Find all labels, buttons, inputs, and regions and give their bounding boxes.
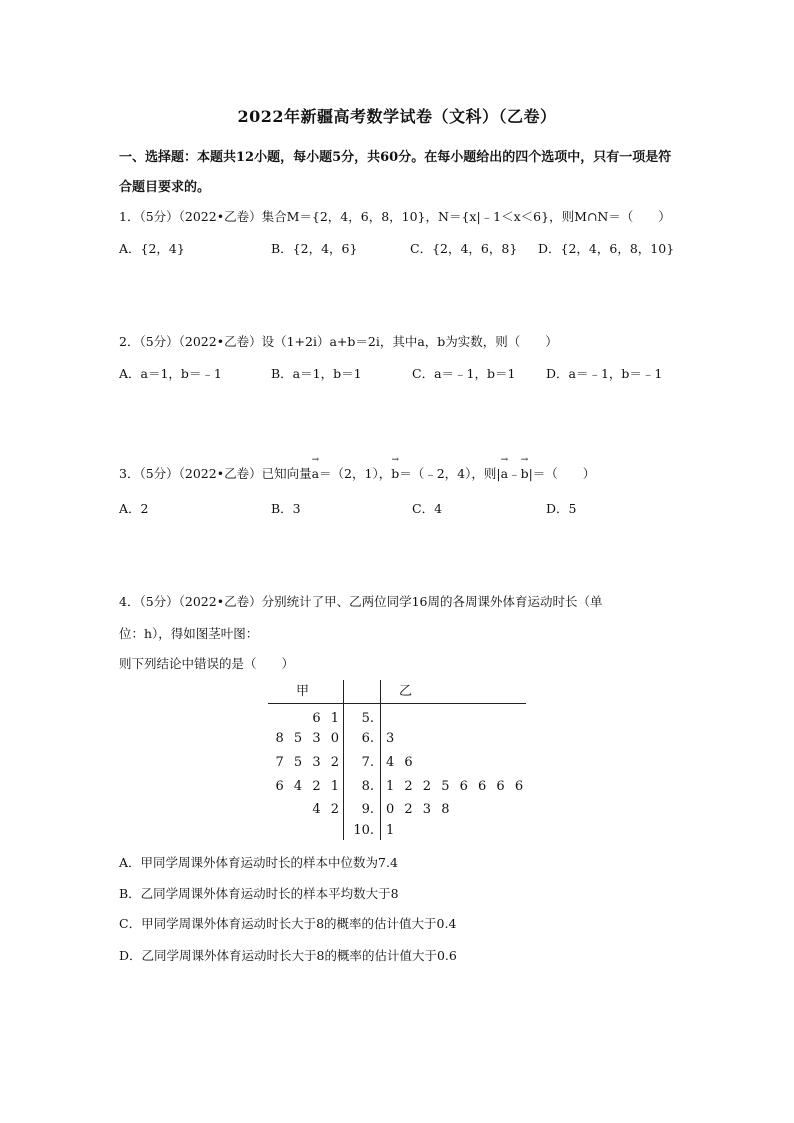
question-4-stem-line1: 4．（5分）（2022•乙卷）分别统计了甲、乙两位同学16周的各周课外体育运动时长（单 <box>119 594 603 609</box>
stem-leaf-row-right: 0 2 3 8 <box>386 802 453 817</box>
question-3-option-c: C．4 <box>412 501 443 516</box>
question-3-stem <box>119 464 595 482</box>
stem-leaf-row-left: 4 2 <box>312 802 342 817</box>
vector-a: → a <box>312 466 319 481</box>
stem-leaf-header-right: 乙 <box>399 684 413 699</box>
page-title: 2022年新疆高考数学试卷（文科）（乙卷） <box>237 107 557 126</box>
stem-leaf-row-right: 1 2 2 5 6 6 6 6 <box>386 779 527 794</box>
stem-leaf-row-stem: 5. <box>361 711 374 726</box>
question-4-option-c: C．甲同学周课外体育运动时长大于8的概率的估计值大于0.4 <box>119 916 457 931</box>
stem-leaf-row-left: 8 5 3 0 <box>275 731 342 746</box>
question-1-option-b: B．{2，4，6} <box>271 241 358 256</box>
question-2-option-c: C．a＝﹣1，b＝1 <box>412 366 516 381</box>
question-2-option-a: A．a＝1，b＝﹣1 <box>119 366 222 381</box>
stem-leaf-row-right: 1 <box>386 823 398 838</box>
stem-leaf-row-right: 3 <box>386 731 398 746</box>
question-4-stem-line3: 则下列结论中错误的是（ ） <box>119 656 295 671</box>
stem-leaf-row-left: 7 5 3 2 <box>275 755 342 770</box>
vector-a-abs: → a <box>501 466 508 481</box>
section-heading: 一、选择题：本题共12小题，每小题5分，共60分。在每小题给出的四个选项中，只有一项是符合题目要求的。 <box>119 150 672 195</box>
stem-leaf-divider-right <box>380 680 381 840</box>
question-3-stem-pre: 3．（5分）（2022•乙卷）已知向量 <box>119 466 312 481</box>
stem-leaf-row-left: 6 1 <box>312 711 342 726</box>
question-3-stem-mid1: ＝（2，1）， <box>319 466 392 481</box>
question-3-stem-end: |＝（ ） <box>528 466 596 481</box>
stem-leaf-row-stem: 8. <box>361 779 374 794</box>
question-1-option-c: C．{2，4，6，8} <box>410 241 518 256</box>
stem-leaf-header-left: 甲 <box>296 684 310 699</box>
question-3-option-d: D．5 <box>546 501 577 516</box>
question-1-stem: 1．（5分）（2022•乙卷）集合M＝{2，4，6，8，10}，N＝{x|﹣1＜x＜6}，则M∩N＝（ ） <box>119 209 671 224</box>
question-2-stem: 2．（5分）（2022•乙卷）设（1+2i）a+b＝2i，其中a，b为实数，则（ ） <box>119 334 558 349</box>
stem-leaf-row-stem: 10. <box>353 823 374 838</box>
stem-leaf-row-stem: 9. <box>361 802 374 817</box>
stem-leaf-header-divider <box>268 703 526 704</box>
minus-sign: ﹣ <box>508 466 521 481</box>
question-4-option-a: A．甲同学周课外体育运动时长的样本中位数为7.4 <box>119 855 398 870</box>
stem-leaf-row-left: 6 4 2 1 <box>275 779 342 794</box>
question-3-option-a: A．2 <box>119 501 149 516</box>
vector-b: → b <box>391 466 399 481</box>
question-4-option-b: B．乙同学周课外体育运动时长的样本平均数大于8 <box>119 886 399 901</box>
stem-leaf-row-stem: 7. <box>361 755 374 770</box>
question-1-option-d: D．{2，4，6，8，10} <box>538 241 675 256</box>
question-4-option-d: D．乙同学周课外体育运动时长大于8的概率的估计值大于0.6 <box>119 948 457 963</box>
stem-leaf-row-stem: 6. <box>361 731 374 746</box>
question-2-option-b: B．a＝1，b＝1 <box>271 366 362 381</box>
stem-leaf-row-right: 4 6 <box>386 755 416 770</box>
stem-leaf-plot <box>268 676 528 842</box>
question-2-option-d: D．a＝﹣1，b＝﹣1 <box>546 366 663 381</box>
question-3-option-b: B．3 <box>271 501 301 516</box>
question-1-option-a: A．{2，4} <box>119 241 185 256</box>
question-4-stem-line2: 位：h），得如图茎叶图： <box>119 626 259 641</box>
question-3-stem-mid2: ＝（﹣2，4），则| <box>399 466 501 481</box>
vector-b-abs: → b <box>521 466 529 481</box>
